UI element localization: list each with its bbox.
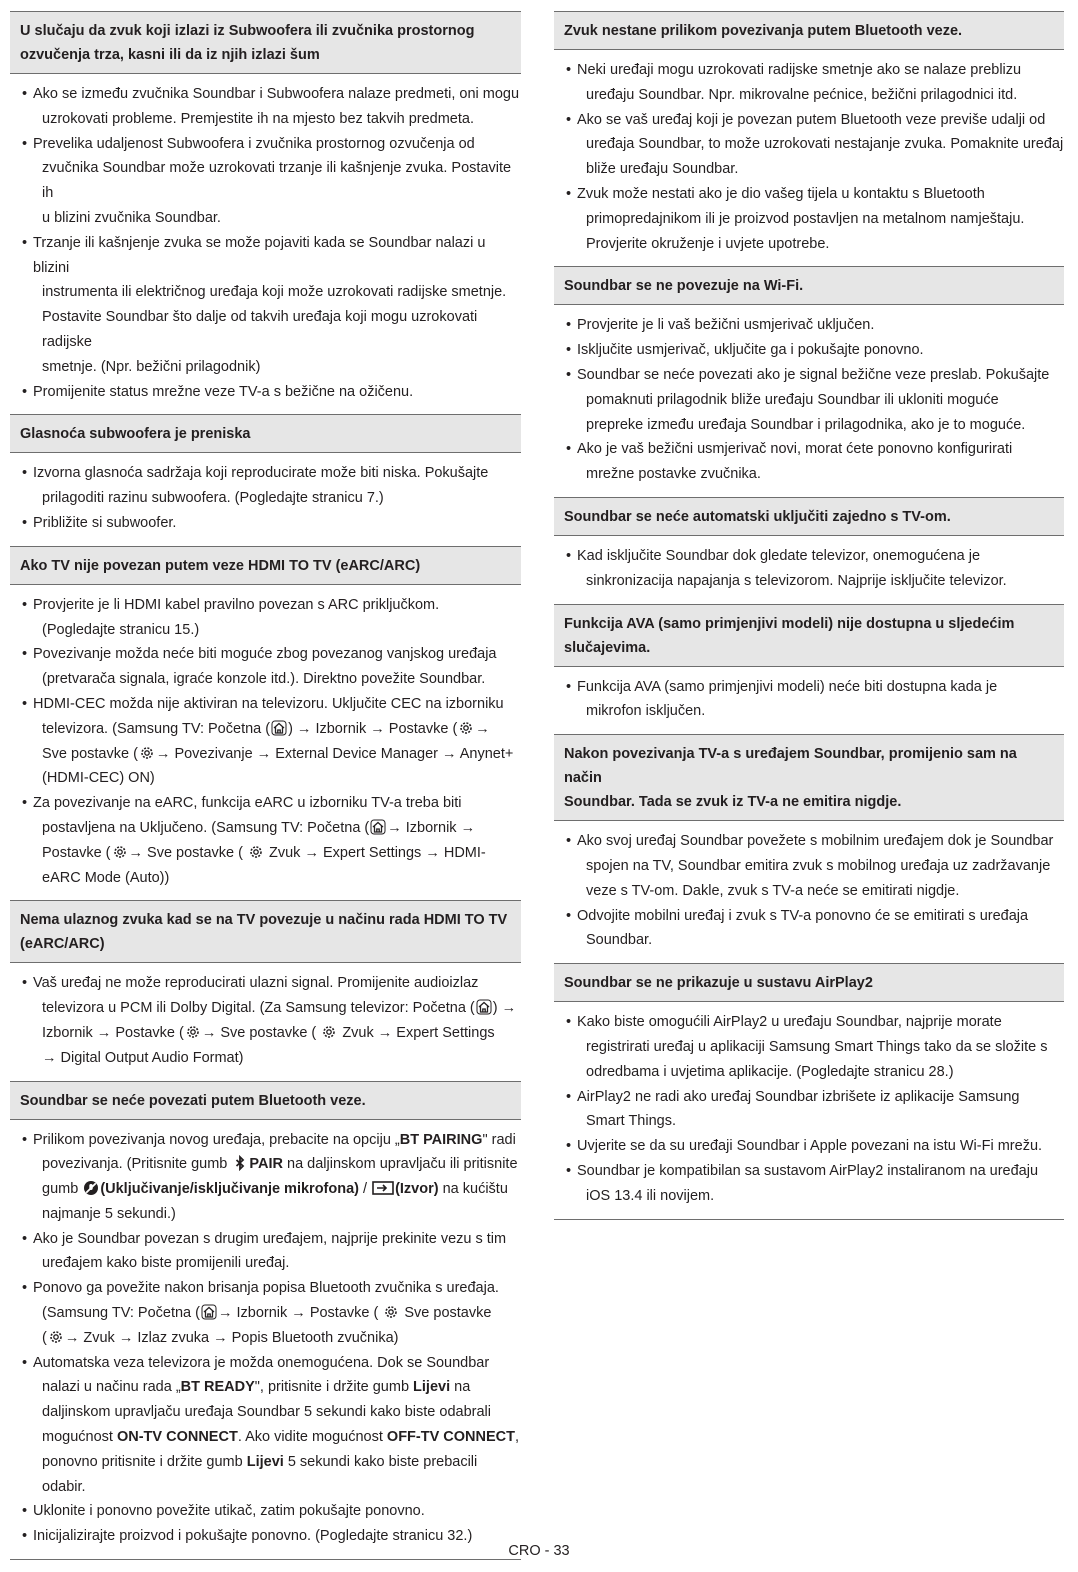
bullet-line: prepreke između uređaja Soundbar i prilagodnika, ako je to moguće. [586, 416, 1026, 433]
faq-section [10, 900, 521, 1080]
bullet-line: • Promijenite status mrežne veze TV-a s bežične na ožičenu. [33, 383, 414, 400]
bullet-line: • Ako je Soundbar povezan s drugim uređajem, najprije prekinite vezu s tim [33, 1230, 507, 1247]
bullet-line: televizora. (Samsung TV: Početna ( ) → Izbornik → Postavke ( → [42, 720, 490, 737]
mic-mute-icon [83, 1180, 99, 1196]
bullet-line: Sve postavke ( → Povezivanje → External Device Manager → Anynet+ [42, 745, 514, 762]
faq-section [10, 11, 521, 414]
bullet-line: mrežne postavke zvučnika. [586, 466, 761, 483]
bullet-list [10, 963, 521, 1080]
bullet-item [10, 231, 521, 380]
bullet-item [10, 132, 521, 231]
bullet-item [554, 904, 1064, 954]
bullet-line: daljinskom upravljaču uređaja Soundbar 5 sekundi kako biste odabrali [42, 1404, 491, 1421]
bullet-line: zvučnika Soundbar može uzrokovati trzanje ili kašnjenje zvuka. Postavite ih [42, 160, 512, 202]
faq-section [10, 1081, 521, 1561]
bullet-line: gumb (Uključivanje/isključivanje mikrofona) / (Izvor) na kućištu [42, 1181, 508, 1198]
faq-section [10, 414, 521, 545]
bullet-list [554, 50, 1064, 266]
settings-gear-icon [139, 745, 155, 761]
right-column [554, 11, 1064, 1220]
bullet-item [554, 829, 1064, 903]
bullet-line: Smart Things. [586, 1113, 676, 1130]
bullet-line: (Samsung TV: Početna ( → Izbornik → Postavke ( Sve postavke [42, 1305, 492, 1322]
bullet-item [10, 380, 521, 405]
bullet-line: • Zvuk može nestati ako je dio vašeg tijela u kontaktu s Bluetooth [577, 185, 985, 202]
settings-gear-icon [248, 844, 264, 860]
bullet-line: • HDMI-CEC možda nije aktiviran na televizoru. Uključite CEC na izborniku [33, 695, 504, 712]
bullet-line: • Provjerite je li HDMI kabel pravilno povezan s ARC priključkom. [33, 596, 440, 613]
section-title: Soundbar se ne prikazuje u sustavu AirPlay2 [554, 964, 1064, 1002]
bullet-item [554, 338, 1064, 363]
bullet-line: uzrokovati probleme. Premjestite ih na mjesto bez takvih predmeta. [42, 110, 474, 127]
section-title: Funkcija AVA (samo primjenjivi modeli) nije dostupna u sljedećim slučajevima. [554, 605, 1064, 667]
bullet-item [554, 1085, 1064, 1135]
section-title: Glasnoća subwoofera je preniska [10, 415, 521, 453]
source-icon [372, 1180, 394, 1196]
bullet-line: • Ako se između zvučnika Soundbar i Subwoofera nalaze predmeti, oni mogu [33, 86, 520, 102]
bullet-list [554, 1002, 1064, 1218]
bullet-line: ( → Zvuk → Izlaz zvuka → Popis Bluetooth zvučnika) [42, 1329, 399, 1346]
bullet-line: • Inicijalizirajte proizvod i pokušajte ponovno. (Pogledajte stranicu 32.) [33, 1528, 473, 1545]
bullet-line: postavljena na Uključeno. (Samsung TV: Početna ( → Izbornik → [42, 819, 476, 836]
bullet-item [10, 642, 521, 692]
faq-section [554, 266, 1064, 497]
bullet-item [10, 1351, 521, 1500]
bullet-line: prilagoditi razinu subwoofera. (Pogledajte stranicu 7.) [42, 490, 384, 507]
bullet-line: Postavke ( → Sve postavke ( Zvuk → Expert Settings → HDMI- [42, 844, 486, 861]
bullet-line: • Ponovo ga povežite nakon brisanja popisa Bluetooth zvučnika s uređaja. [33, 1280, 499, 1297]
home-icon [370, 819, 386, 835]
bullet-item [554, 1159, 1064, 1209]
bullet-list [554, 305, 1064, 497]
bullet-line: odredbama i uvjetima aplikacije. (Pogledajte stranicu 28.) [586, 1063, 954, 1080]
bullet-line: pomaknuti prilagodnik bliže uređaju Soundbar ili ukloniti moguće [586, 391, 999, 408]
faq-section [554, 497, 1064, 604]
bullet-line: Soundbar. [586, 932, 653, 949]
bullet-line: • Neki uređaji mogu uzrokovati radijske smetnje ako se nalaze preblizu [577, 62, 1022, 78]
bullet-line: sinkronizacija napajanja s televizorom. Najprije isključite televizor. [586, 572, 1007, 589]
section-title: Zvuk nestane prilikom povezivanja putem Bluetooth veze. [554, 12, 1064, 50]
bullet-item [10, 1276, 521, 1350]
home-icon [476, 999, 492, 1015]
bullet-line: • Provjerite je li vaš bežični usmjerivač uključen. [577, 317, 875, 334]
bullet-list [10, 453, 521, 545]
bullet-line: veze s TV-om. Dakle, zvuk s TV-a neće se emitirati nigdje. [586, 882, 960, 899]
bullet-line: smetnje. (Npr. bežični prilagodnik) [42, 358, 261, 375]
bullet-line: mikrofon isključen. [586, 703, 706, 720]
page-number: CRO - 33 [508, 1543, 570, 1559]
bullet-list [554, 667, 1064, 735]
bullet-line: → Digital Output Audio Format) [42, 1049, 244, 1066]
bullet-item [10, 971, 521, 1070]
bullet-item [554, 675, 1064, 725]
bullet-line: • Odvojite mobilni uređaj i zvuk s TV-a ponovno će se emitirati s uređaja [577, 907, 1029, 924]
bullet-line: • Kako biste omogućili AirPlay2 u uređaju Soundbar, najprije morate [577, 1014, 1002, 1031]
bullet-line: instrumenta ili električnog uređaja koji može uzrokovati radijske smetnje. [42, 284, 507, 301]
faq-section [10, 546, 521, 901]
bullet-item [10, 82, 521, 132]
bullet-line: Postavite Soundbar što dalje od takvih uređaja koji mogu uzrokovati radijske [42, 309, 478, 350]
bullet-line: • Trzanje ili kašnjenje zvuka se može pojaviti kada se Soundbar nalazi u blizini [33, 234, 486, 276]
bullet-item [10, 791, 521, 890]
bullet-line: najmanje 5 sekundi.) [42, 1205, 176, 1222]
bullet-line: povezivanja. (Pritisnite gumb PAIR na daljinskom upravljaču ili pritisnite [42, 1156, 518, 1173]
bullet-item [10, 1128, 521, 1227]
bullet-list [10, 1120, 521, 1560]
bullet-item [10, 461, 521, 511]
bullet-item [10, 1227, 521, 1277]
bullet-line: • Soundbar je kompatibilan sa sustavom AirPlay2 instaliranom na uređaju [577, 1162, 1039, 1179]
faq-section [554, 11, 1064, 266]
bullet-line: spojen na TV, Soundbar emitira zvuk s mobilnog uređaja uz zadržavanje [586, 857, 1051, 874]
bullet-list [554, 821, 1064, 963]
bullet-item [10, 692, 521, 791]
bullet-item [554, 108, 1064, 182]
bullet-line: • Kad isključite Soundbar dok gledate televizor, onemogućena je [577, 547, 981, 564]
section-title: Nakon povezivanja TV-a s uređajem Soundbar, promijenio sam na način Soundbar. Tada se zvuk iz TV-a ne emitira nigdje. [554, 735, 1064, 821]
bullet-line: • Soundbar se neće povezati ako je signal bežične veze preslab. Pokušajte [577, 366, 1050, 383]
bullet-line: registrirati uređaj u aplikaciji Samsung Smart Things tako da se složite s [586, 1038, 1048, 1055]
bullet-line: • Povezivanje možda neće biti moguće zbog povezanog vanjskog uređaja [33, 646, 497, 663]
bullet-line: iOS 13.4 ili novijem. [586, 1187, 715, 1204]
settings-gear-icon [383, 1304, 399, 1320]
bullet-line: u blizini zvučnika Soundbar. [42, 209, 221, 226]
faq-section [554, 963, 1064, 1219]
bullet-line: odabir. [42, 1478, 86, 1495]
bullet-list [10, 585, 521, 901]
bullet-item [554, 437, 1064, 487]
bullet-line: televizora u PCM ili Dolby Digital. (Za Samsung televizor: Početna ( ) → [42, 1000, 517, 1017]
bullet-line: uređaja Soundbar, to može uzrokovati nestajanje zvuka. Pomaknite uređaj [586, 136, 1064, 153]
home-icon [201, 1304, 217, 1320]
bullet-line: uređaju Soundbar. Npr. mikrovalne pećnice, bežični prilagodnici itd. [586, 86, 1018, 103]
bullet-line: • Uklonite i ponovno povežite utikač, zatim pokušajte ponovno. [33, 1503, 425, 1520]
bullet-list [10, 74, 521, 414]
settings-gear-icon [185, 1024, 201, 1040]
bullet-item [10, 593, 521, 643]
bullet-line: • Uvjerite se da su uređaji Soundbar i Apple povezani na istu Wi-Fi mrežu. [577, 1138, 1043, 1155]
section-title: Ako TV nije povezan putem veze HDMI TO TV (eARC/ARC) [10, 547, 521, 585]
bullet-item [554, 544, 1064, 594]
faq-section [554, 604, 1064, 735]
bullet-line: (Pogledajte stranicu 15.) [42, 621, 200, 638]
bullet-line: • Isključite usmjerivač, uključite ga i pokušajte ponovno. [577, 342, 924, 359]
settings-gear-icon [48, 1329, 64, 1345]
bullet-line: • Prilikom povezivanja novog uređaja, prebacite na opciju „BT PAIRING" radi [33, 1131, 516, 1148]
settings-gear-icon [458, 720, 474, 736]
bullet-line: • Ako je vaš bežični usmjerivač novi, morat ćete ponovno konfigurirati [577, 441, 1013, 458]
left-column [10, 11, 521, 1560]
bullet-list [554, 536, 1064, 604]
bullet-line: • Za povezivanje na eARC, funkcija eARC u izborniku TV-a treba biti [33, 795, 462, 812]
bullet-line: (HDMI-CEC) ON) [42, 770, 155, 787]
section-title: U slučaju da zvuk koji izlazi iz Subwoofera ili zvučnika prostornog ozvučenja trza, kasni ili da iz njih izlazi šum [10, 12, 521, 74]
bullet-item [554, 1134, 1064, 1159]
bullet-item [554, 182, 1064, 256]
section-title: Soundbar se ne povezuje na Wi-Fi. [554, 267, 1064, 305]
bullet-line: primopredajnikom ili je proizvod postavljen na metalnom namještaju. [586, 210, 1025, 227]
bullet-line: Izbornik → Postavke ( → Sve postavke ( Zvuk → Expert Settings [42, 1024, 495, 1041]
section-title: Soundbar se neće povezati putem Bluetooth veze. [10, 1082, 521, 1120]
settings-gear-icon [112, 844, 128, 860]
bullet-line: (pretvarača signala, igraće konzole itd.). Direktno povežite Soundbar. [42, 671, 486, 688]
bullet-item [10, 1499, 521, 1524]
bullet-line: Provjerite okruženje i uvjete upotrebe. [586, 235, 830, 252]
bullet-line: • Automatska veza televizora je možda onemogućena. Dok se Soundbar [33, 1354, 490, 1371]
bullet-line: eARC Mode (Auto)) [42, 869, 170, 886]
bullet-line: • AirPlay2 ne radi ako uređaj Soundbar izbrišete iz aplikacije Samsung [577, 1088, 1020, 1105]
bullet-line: • Približite si subwoofer. [33, 514, 177, 531]
home-icon [271, 720, 287, 736]
bluetooth-icon [232, 1155, 248, 1171]
bullet-item [10, 511, 521, 536]
bullet-item [554, 313, 1064, 338]
bullet-line: mogućnost ON-TV CONNECT. Ako vidite mogućnost OFF-TV CONNECT, [42, 1429, 520, 1446]
bullet-line: • Prevelika udaljenost Subwoofera i zvučnika prostornog ozvučenja od [33, 135, 475, 152]
bullet-line: • Ako svoj uređaj Soundbar povežete s mobilnim uređajem dok je Soundbar [577, 833, 1054, 850]
bullet-line: uređajem kako biste promijenili uređaj. [42, 1255, 290, 1272]
bullet-line: • Ako se vaš uređaj koji je povezan putem Bluetooth veze previše udalji od [577, 111, 1046, 128]
bullet-item [554, 363, 1064, 437]
bullet-item [554, 58, 1064, 108]
bullet-item [554, 1010, 1064, 1084]
bullet-line: nalazi u načinu rada „BT READY", pritisnite i držite gumb Lijevi na [42, 1379, 471, 1396]
faq-section [554, 734, 1064, 963]
settings-gear-icon [321, 1024, 337, 1040]
bullet-line: • Funkcija AVA (samo primjenjivi modeli) neće biti dostupna kada je [577, 678, 998, 695]
section-title: Nema ulaznog zvuka kad se na TV povezuje u načinu rada HDMI TO TV (eARC/ARC) [10, 901, 521, 963]
bullet-line: ponovno pritisnite i držite gumb Lijevi 5 sekundi kako biste prebacili [42, 1453, 478, 1470]
bullet-line: bliže uređaju Soundbar. [586, 161, 739, 178]
bullet-line: • Vaš uređaj ne može reproducirati ulazni signal. Promijenite audioizlaz [33, 975, 479, 992]
bullet-line: • Izvorna glasnoća sadržaja koji reproducirate može biti niska. Pokušajte [33, 465, 489, 482]
section-title: Soundbar se neće automatski uključiti zajedno s TV-om. [554, 498, 1064, 536]
